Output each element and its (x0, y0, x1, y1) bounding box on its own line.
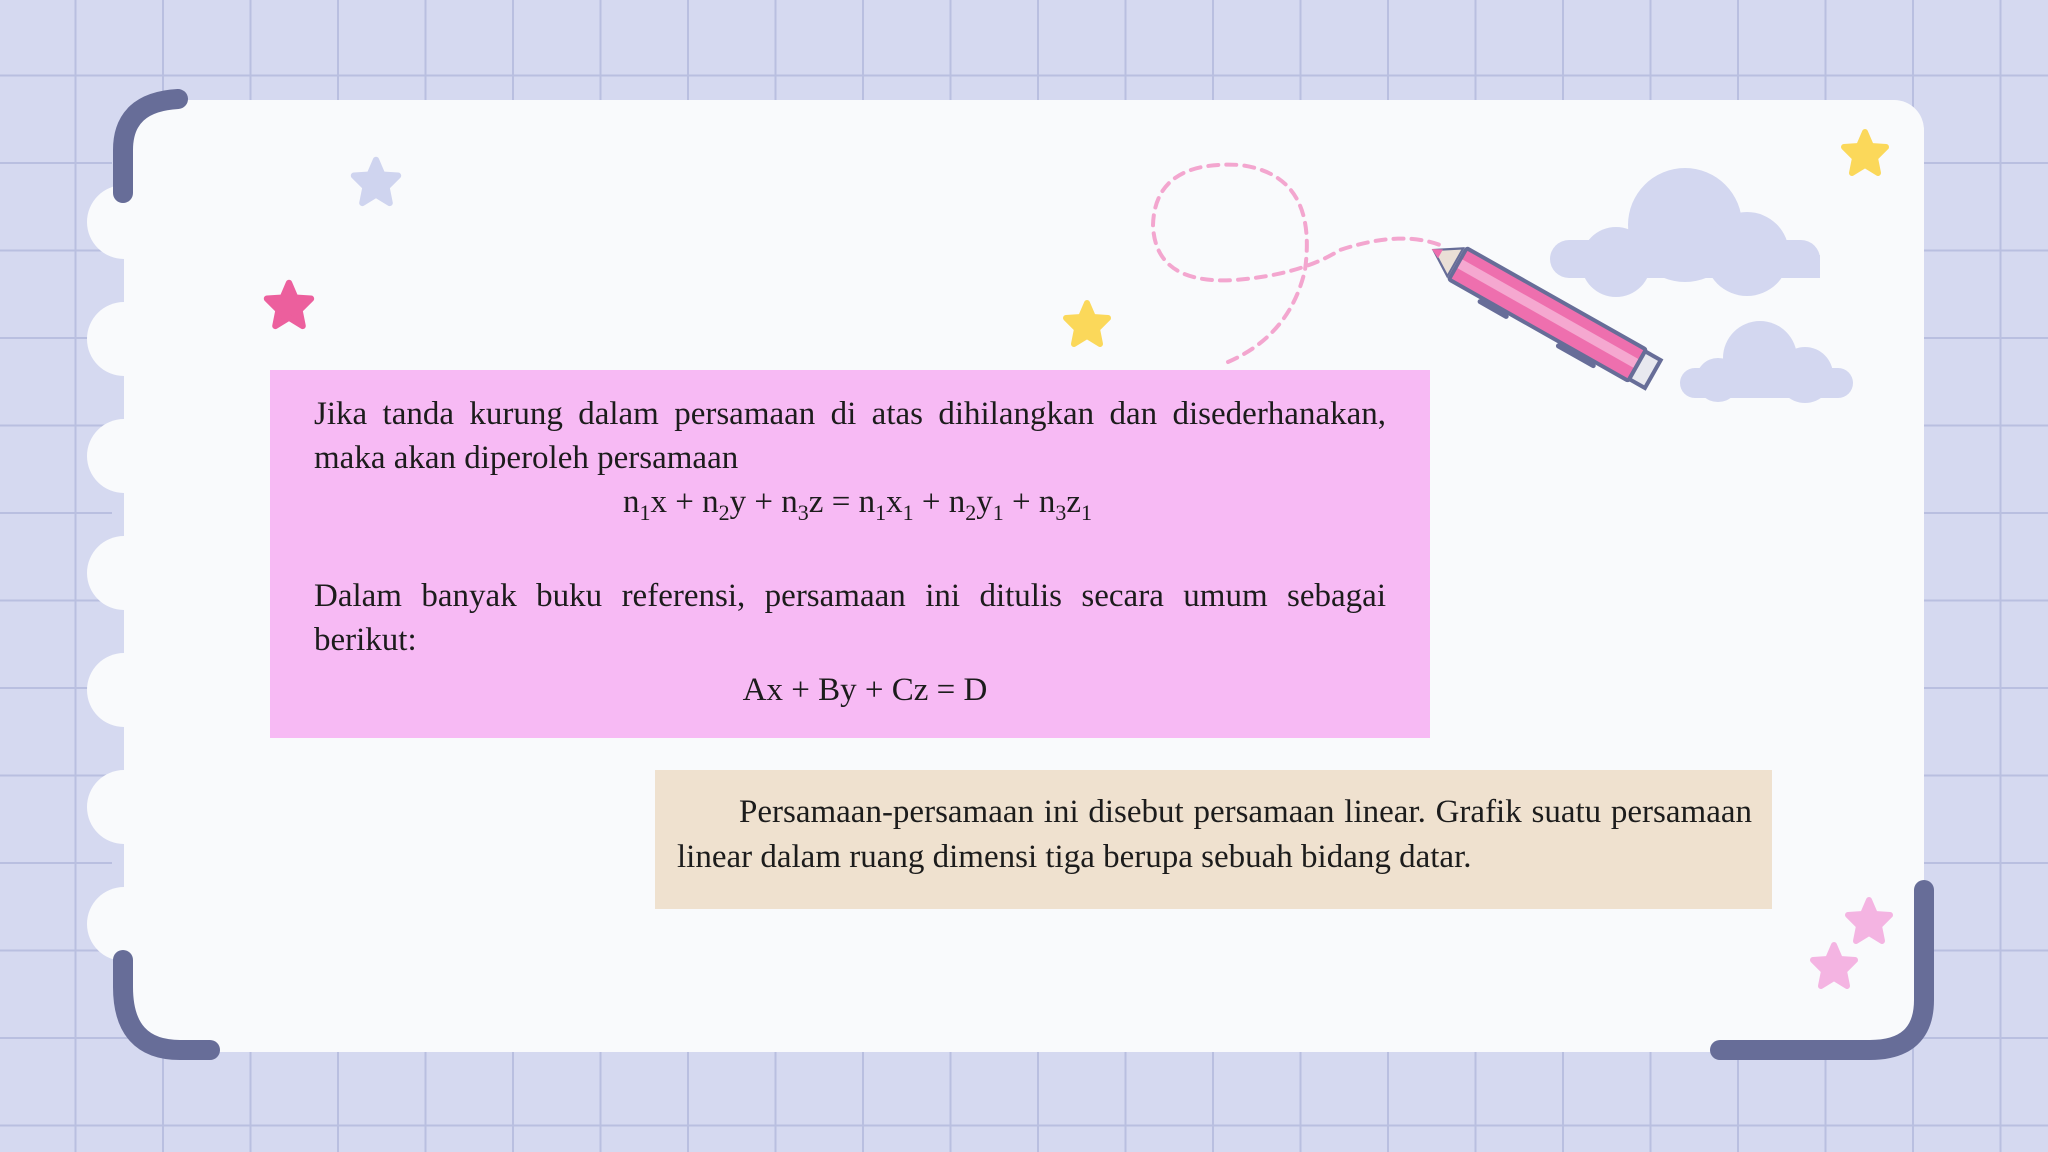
intro-paragraph: Jika tanda kurung dalam persamaan di atas dihilangkan dan disederhanakan, maka akan diperoleh persamaan (314, 396, 1386, 476)
eq1-lhs: $n_1x + n_2y + n_3z$ (623, 484, 824, 525)
equation-general: Ax + By + Cz = D (742, 672, 988, 708)
eq1-rhs: $n_1x_1 + n_2y_1 + n_3z_1$ (858, 484, 1092, 525)
card-scallop-edge (112, 150, 124, 950)
explanation-box (270, 370, 1430, 738)
equation-expanded: $n_1x + n_2y + n_3z = n_1x_1 + n_2y_1 + n_3z_1$ (623, 484, 1092, 525)
spacer (314, 524, 1386, 574)
conclusion-box (655, 770, 1772, 909)
conclusion-paragraph: Persamaan-persamaan ini disebut persamaan linear. Grafik suatu persamaan linear dalam ruang dimensi tiga berupa sebuah bidang datar. (677, 794, 1752, 875)
reference-paragraph: Dalam banyak buku referensi, persamaan ini ditulis secara umum sebagai berikut: (314, 578, 1386, 658)
